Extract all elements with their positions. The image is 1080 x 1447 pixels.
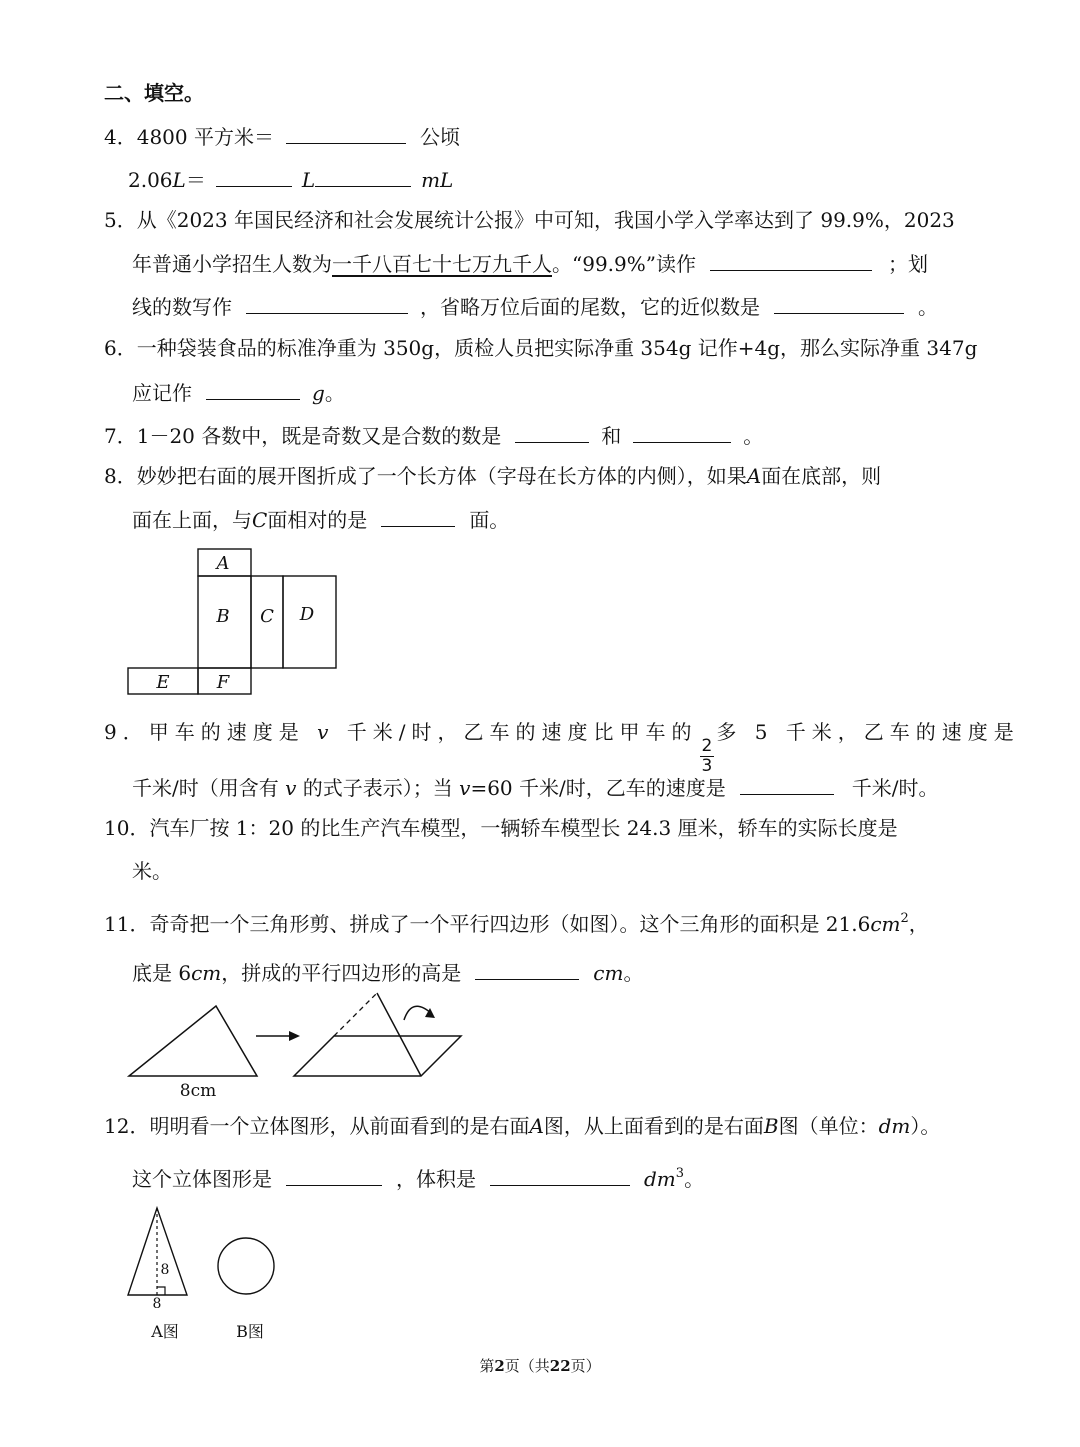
right-angle-mark — [157, 1287, 165, 1295]
question-5-line-1: 5．从《2023 年国民经济和社会发展统计公报》中可知，我国小学入学率达到了 99.9%，2023 — [104, 208, 955, 232]
base-label: 8 — [152, 1296, 162, 1312]
question-8-line-1: 8．妙妙把右面的展开图折成了一个长方体（字母在长方体的内侧），如果A面在底部，则 — [104, 464, 882, 488]
net-label-e: E — [156, 672, 170, 693]
question-5-line-3: 线的数写作 ，省略万位后面的尾数，它的近似数是 。 — [132, 291, 938, 321]
top-view-circle — [218, 1238, 274, 1294]
question-4-line-1: 4．4800 平方米＝ 公顷 — [104, 121, 460, 151]
height-label: 8 — [160, 1262, 170, 1278]
question-12-line-1: 12．明明看一个立体图形，从前面看到的是右面A图，从上面看到的是右面B图（单位：dm）。 — [104, 1114, 941, 1138]
question-number: 4． — [104, 125, 137, 149]
total-pages: 22 — [549, 1357, 571, 1375]
question-9-line-2: 千米/时（用含有 v 的式子表示）；当 v=60 千米/时，乙车的速度是 千米/时。 — [132, 772, 939, 802]
page-number: 2 — [494, 1357, 505, 1375]
net-label-a: A — [216, 553, 230, 574]
question-6-line-2: 应记作 g。 — [132, 377, 345, 407]
page-footer: 第2页（共22页） — [479, 1357, 601, 1375]
question-11-line-1: 11．奇奇把一个三角形剪、拼成了一个平行四边形（如图）。这个三角形的面积是 $21.6cm^2$， — [104, 911, 929, 936]
question-10-line-2: 米。 — [132, 859, 172, 883]
question-10-line-1: 10．汽车厂按 1：20 的比生产汽车模型，一辆轿车模型长 24.3 厘米，轿车的实际长度是 — [104, 816, 898, 840]
net-label-d: D — [299, 604, 315, 625]
underlined-number: 一千八百七十七万九千人 — [332, 252, 552, 276]
figure-a-caption: A图 — [151, 1322, 179, 1341]
question-number: 12． — [104, 1114, 150, 1138]
net-label-c: C — [260, 606, 274, 627]
triangle-base-label: 8cm — [179, 1081, 217, 1101]
net-label-b: B — [216, 606, 230, 627]
question-5-line-2: 年普通小学招生人数为一千八百七十七万九千人。“99.9%”读作 ；划 — [132, 248, 928, 278]
question-number: 5． — [104, 208, 137, 232]
question-number: 7． — [104, 424, 137, 448]
question-number: 8． — [104, 464, 137, 488]
figure-b-caption: B图 — [236, 1322, 264, 1341]
question-number: 9． — [104, 720, 149, 744]
question-6-line-1: 6．一种袋装食品的标准净重为 350g，质检人员把实际净重 354g 记作+4g，那么实际净重 347g — [104, 336, 978, 360]
question-7: 7．1－20 各数中，既是奇数又是合数的数是 和 。 — [104, 420, 763, 450]
net-label-f: F — [216, 672, 230, 693]
question-12-line-2: 这个立体图形是 ，体积是 $dm^3$。 — [132, 1163, 704, 1193]
question-11-line-2: 底是 6cm，拼成的平行四边形的高是 cm。 — [132, 957, 643, 987]
section-title: 二、填空。 — [104, 81, 204, 105]
question-number: 6． — [104, 336, 137, 360]
question-8-line-2: 面在上面，与C面相对的是 面。 — [132, 504, 509, 534]
question-4-line-2: 2.06L＝ L mL — [128, 164, 453, 194]
question-number: 11． — [104, 912, 150, 936]
fraction-two-thirds: $\frac{2}{3}$ — [701, 736, 713, 776]
question-number: 10． — [104, 816, 150, 840]
question-9-line-1: 9．甲车的速度是 v 千米/时，乙车的速度比甲车的 $\frac{2}{3}$ 多 5 千米，乙车的速度是 — [104, 720, 1020, 776]
